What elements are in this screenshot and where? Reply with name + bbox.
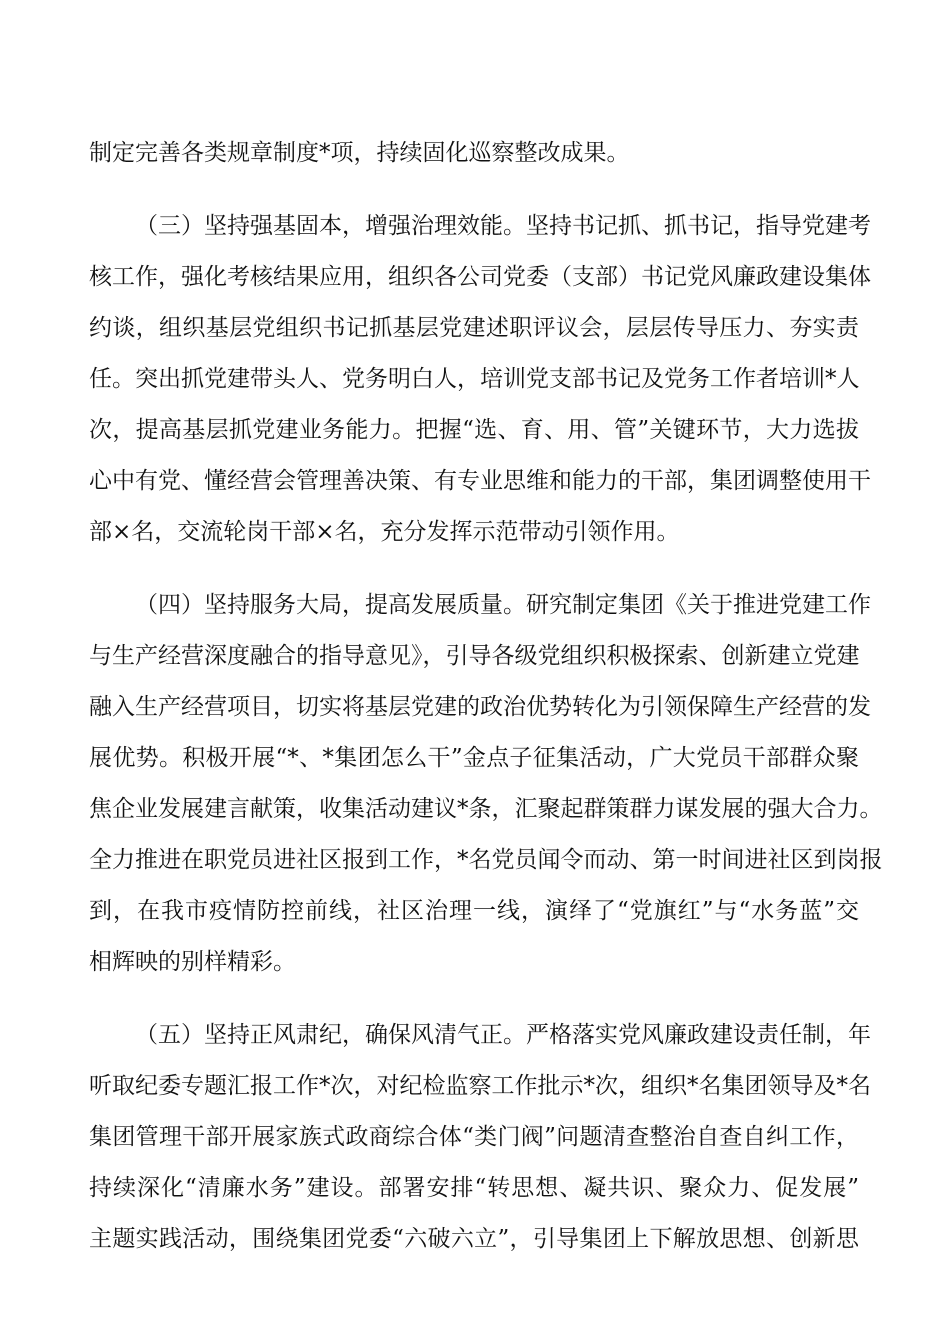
document-body <box>89 128 883 1265</box>
text-line: 任。突出抓党建带头人、党务明白人，培训党支部书记及党务工作者培训*人 <box>89 366 860 392</box>
text-line: 部×名，交流轮岗干部×名，充分发挥示范带动引领作用。 <box>89 519 680 545</box>
text-line: 持续深化“清廉水务”建设。部署安排“转思想、凝共识、聚众力、促发展” <box>89 1175 859 1201</box>
text-line: 次，提高基层抓党建业务能力。把握“选、育、用、管”关键环节，大力选拔 <box>89 417 859 443</box>
text-line: 展优势。积极开展“*、*集团怎么干”金点子征集活动，广大党员干部群众聚 <box>89 745 859 771</box>
text-line: 心中有党、懂经营会管理善决策、有专业思维和能力的干部，集团调整使用干 <box>89 468 871 494</box>
text-line: 约谈，组织基层党组织书记抓基层党建述职评议会，层层传导压力、夯实责 <box>89 315 859 341</box>
text-line: 融入生产经营项目，切实将基层党建的政治优势转化为引领保障生产经营的发 <box>89 694 871 720</box>
paragraph-section-3 <box>89 201 871 558</box>
text-line: （三）坚持强基固本，增强治理效能。坚持书记抓、抓书记，指导党建考 <box>135 213 871 239</box>
text-line: 主题实践活动，围绕集团党委“六破六立”，引导集团上下解放思想、创新思 <box>89 1226 859 1252</box>
text-line: （五）坚持正风肃纪，确保风清气正。严格落实党风廉政建设责任制，年 <box>135 1022 871 1048</box>
text-line: 相辉映的别样精彩。 <box>89 949 296 975</box>
text-line: 听取纪委专题汇报工作*次，对纪检监察工作批示*次，组织*名集团领导及*名 <box>89 1073 871 1099</box>
text-line: 焦企业发展建言献策，收集活动建议*条，汇聚起群策群力谋发展的强大合力。 <box>89 796 883 822</box>
text-line: 核工作，强化考核结果应用，组织各公司党委（支部）书记党风廉政建设集体 <box>89 264 871 290</box>
paragraph-continuation <box>89 128 859 179</box>
paragraph-spacer <box>89 179 859 201</box>
paragraph-section-4 <box>89 580 883 988</box>
text-line: 全力推进在职党员进社区报到工作，*名党员闻令而动、第一时间进社区到岗报 <box>89 847 883 873</box>
text-line: 集团管理干部开展家族式政商综合体“类门阀”问题清查整治自查自纠工作， <box>89 1124 859 1150</box>
text-line: （四）坚持服务大局，提高发展质量。研究制定集团《关于推进党建工作 <box>135 592 871 618</box>
paragraph-spacer <box>89 558 859 580</box>
text-line: 到，在我市疫情防控前线，社区治理一线，演绎了“党旗红”与“水务蓝”交 <box>89 898 859 924</box>
paragraph-section-5 <box>89 1010 871 1265</box>
text-line: 与生产经营深度融合的指导意见》，引导各级党组织积极探索、创新建立党建 <box>89 643 860 669</box>
text-line: 制定完善各类规章制度*项，持续固化巡察整改成果。 <box>89 140 630 166</box>
paragraph-spacer <box>89 988 859 1010</box>
